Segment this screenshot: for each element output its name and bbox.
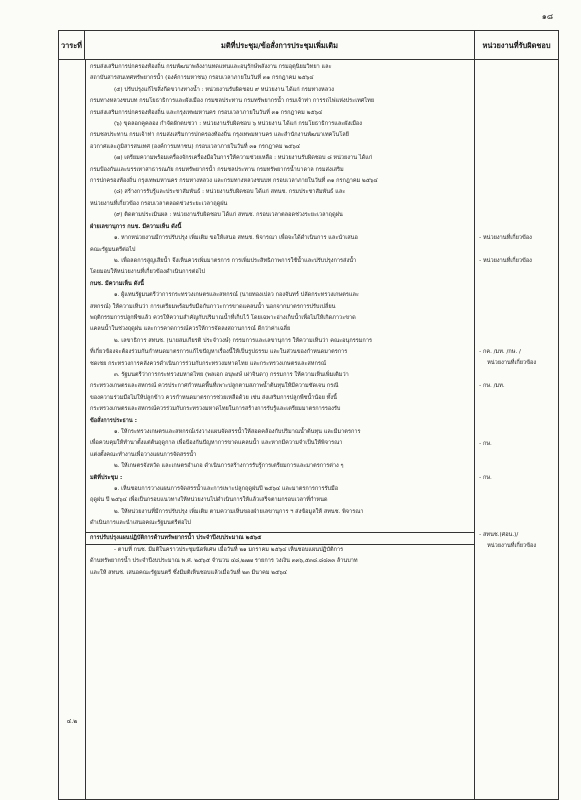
text-line: การปกครองท้องถิ่น กรุงเทพมหานคร กรมทางหลวง และกรมทางหลวงชนบท กรอบเวลาภายในวันที่ ๓๑ กรกฎาคม ๒๕๖๔ (89, 178, 378, 185)
agency-label: - หน่วยงานที่เกี่ยวข้อง (479, 258, 532, 264)
page-number: ๑๘ (541, 12, 553, 21)
col-agency-header: หน่วยงานที่รับผิดชอบ (482, 40, 551, 50)
text-line: ด้านทรัพยากรน้ำ ประจำปีงบประมาณ พ.ศ. ๒๕๖๕ จำนวน ๔๘,๒๗๗ รายการ วงเงิน ๓๓๖,๕๓๘.๘๔๓๓ ล้านบาท (89, 558, 358, 565)
text-line: ดำเนินการและนำเสนอคณะรัฐมนตรีต่อไป (89, 520, 191, 527)
text-line: (๙) ติดตามประเมินผล : หน่วยงานรับผิดชอบ ได้แก่ สทนช. กรอบเวลาตลอดช่วงระยะเวลาฤดูฝน (113, 212, 343, 219)
text-line: กรมส่งเสริมการปกครองท้องถิ่น และกรุงเทพมหานคร กรอบเวลาภายในวันที่ ๓๑ กรกฎาคม ๒๕๖๔ (89, 109, 323, 116)
agenda-column (59, 60, 86, 800)
text-line: ฤดูฝน ปี ๒๕๖๔ เพื่อเป็นกรอบแนวทางให้หน่วยงานไปดำเนินการให้แล้วเสร็จตามกรอบเวลาที่กำหนด (89, 497, 328, 504)
text-line: แคลนน้ำในช่วงฤดูฝน และการคาดการณ์ควรให้การจัดลงสถานการณ์ ดีกว่าค่าเฉลี่ย (89, 326, 291, 333)
text-line: คณะรัฐมนตรีต่อไป (89, 246, 136, 253)
table-body (59, 60, 558, 800)
agency-label: - สทนช.(ศอน.)/ (479, 532, 519, 538)
agency-label: หน่วยงานที่เกี่ยวข้อง (487, 360, 537, 366)
text-line: ๑. เห็นชอบการวางแผนการจัดสรรน้ำและการเพาะปลูกฤดูฝนปี ๒๕๖๔ และมาตรการการรับมือ (113, 486, 339, 493)
col-resolution-header: มติที่ประชุม/ข้อสั่งการประชุมเพิ่มเติม (85, 31, 475, 59)
text-line: กรมชลประทาน กรมเจ้าท่า กรมส่งเสริมการปกครองท้องถิ่น กรุงเทพมหานคร และสำนักงานพัฒนาเทคโนโลยี (89, 132, 349, 139)
text-line: (๖) ขุดลอกคูคลอง กำจัดผักตบชวา : หน่วยงานรับผิดชอบ ๖ หน่วยงาน ได้แก่ กรมโยธาธิการและผังเมือง (113, 121, 362, 128)
text-line: โดยมอบให้หน่วยงานที่เกี่ยวข้องดำเนินการต่อไป (89, 269, 206, 276)
text-line: ๑. ผู้แทนรัฐมนตรีว่าการกระทรวงเกษตรและสหกรณ์ (นายทองเปลว กองจันทร์ ปลัดกระทรวงเกษตรและ (113, 292, 359, 299)
agency-column (475, 60, 558, 800)
agency-label: - กษ. (479, 441, 492, 447)
agency-label: หน่วยงานที่เกี่ยวข้อง (487, 543, 537, 549)
text-line: ๒. ให้หน่วยงานที่มีการปรับปรุง เพิ่มเติม ตามความเห็นของฝ่ายเลขานุการ ฯ ส่งข้อมูลให้ สทนช. พิจารณา (113, 508, 364, 515)
text-line: ที่เกี่ยวข้องจะต้องร่วมกันกำหนดมาตรการแก้ไขปัญหาเรื่องนี้ให้เป็นรูปธรรม และในส่วนของกำหนดมาตรการ (89, 349, 348, 356)
text-line: ของความร่วมมือไม่ให้ปลูกข้าว ควรกำหนดมาตรการช่วยเหลือด้วย เช่น ส่งเสริมการปลูกพืชน้ำน้อย ทั้งนี้ (89, 394, 337, 401)
text-line: พฤติกรรมการปลูกพืชแล้ว ควรให้ความสำคัญกับปริมาณน้ำที่เก็บไว้ โดยเฉพาะอ่างเก็บน้ำเพื่อไม่ให้เกิดภาวะขาด (89, 314, 356, 321)
text-line: (๗) เตรียมความพร้อมเครื่องจักรเครื่องมือในการให้ความช่วยเหลือ : หน่วยงานรับผิดชอบ ๘ หน่วยงาน ได้แก่ (113, 155, 373, 162)
agency-label: - กษ. /มท. (479, 383, 505, 389)
text-line: กระทรวงเกษตรและสหกรณ์ควรร่วมกับกระทรวงมหาดไทยในการสร้างการรับรู้และเตรียมมาตรการรองรับ (89, 406, 341, 413)
resolution-table (58, 30, 559, 800)
text-line: และให้ สทนช. เสนอคณะรัฐมนตรี ซึ่งมีมติเห็นชอบแล้วเมื่อวันที่ ๒๓ มีนาคม ๒๕๖๔ (89, 569, 288, 576)
text-line: เพื่อควบคุมให้ทำนาตั้งแต่ต้นฤดูกาล เพื่อป้องกันปัญหาการขาดแคลนน้ำ และหากมีความจำเป็นให้พิจารณา (89, 440, 343, 447)
text-line: ๓. รัฐมนตรีว่าการกระทรวงมหาดไทย (พลเอก อนุพงษ์ เผ่าจินดา) กรรมการ ให้ความเห็นเพิ่มเติมว่า (113, 371, 349, 378)
text-line: หน่วยงานที่เกี่ยวข้อง กรอบเวลาตลอดช่วงระยะเวลาฤดูฝน (89, 200, 228, 207)
resolution-heading: มติที่ประชุม : (89, 474, 123, 481)
text-line: ๑. ให้กระทรวงเกษตรและสหกรณ์เร่งวางแผนจัดสรรน้ำให้สอดคล้องกับปริมาณน้ำต้นทุน และมีมาตรการ (113, 429, 361, 435)
text-line: สถาบันสารสนเทศทรัพยากรน้ำ (องค์การมหาชน) กรอบเวลาภายในวันที่ ๓๑ กรกฎาคม ๒๕๖๔ (89, 75, 314, 82)
text-line: ๒. เลขาธิการ สทนช. (นายสมเกียรติ ประจำวงษ์) กรรมการและเลขานุการ ให้ความเห็นว่า คณะอนุกรรมการ (113, 337, 372, 344)
col-agenda-header: วาระที่ (59, 31, 85, 59)
secretariat-heading: ฝ่ายเลขานุการ กนช. มีความเห็น ดังนี้ (89, 223, 182, 230)
text-line: ๒. เพื่อลดการสูญเสียน้ำ จึงเห็นควรเพิ่มมาตรการ การเพิ่มประสิทธิภาพการใช้น้ำและปรับปรุงการส่งน้ำ (113, 257, 357, 264)
text-line: กรมป้องกันและบรรเทาสาธารณภัย กรมทรัพยากรน้ำ กรมชลประทาน กรมทรัพยากรน้ำบาดาล กรมส่งเสริม (89, 166, 344, 173)
agency-label: - หน่วยงานที่เกี่ยวข้อง (479, 235, 532, 241)
text-line: กรมส่งเสริมการปกครองท้องถิ่น กรมพัฒนาพลังงานทดแทนและอนุรักษ์พลังงาน กรมอุตุนิยมวิทยา และ (89, 64, 332, 70)
committee-heading: กนช. มีความเห็น ดังนี้ (89, 280, 144, 287)
section-number: ๔.๒ (66, 718, 78, 725)
text-line: กระทรวงเกษตรและสหกรณ์ ควรประกาศกำหนดพื้นที่เพาะปลูกตามสภาพน้ำต้นทุนให้มีความชัดเจน กรณี (89, 383, 339, 390)
agency-label: - กค. /มท. /กษ. / (479, 349, 521, 355)
text-line: ชดเชย กระทรวงการคลังควรดำเนินการร่วมกับกระทรวงมหาดไทย และกระทรวงเกษตรและสหกรณ์ (89, 360, 327, 367)
text-line: สหกรณ์) ให้ความเห็นว่า การเตรียมพร้อมรับมือกับภาวะการขาดแคลนน้ำ นอกจากมาตรการปรับเปลี่ยน (89, 303, 336, 310)
table-header (59, 31, 558, 60)
text-line: ๒. ให้เกษตรจังหวัด และเกษตรอำเภอ ดำเนินการสร้างการรับรู้การเตรียมการและมาตรการต่าง ๆ (113, 463, 344, 470)
text-line: อวกาศและภูมิสารสนเทศ (องค์การมหาชน) กรอบเวลาภายในวันที่ ๓๑ กรกฎาคม ๒๕๖๔ (89, 143, 301, 150)
text-line: (๕) ปรับปรุงแก้ไขสิ่งกีดขวางทางน้ำ : หน่วยงานรับผิดชอบ ๙ หน่วยงาน ได้แก่ กรมทางหลวง (113, 86, 335, 93)
text-line: (๘) สร้างการรับรู้และประชาสัมพันธ์ : หน่วยงานรับผิดชอบ ได้แก่ สทนช. กรมประชาสัมพันธ์ และ (113, 189, 346, 196)
agency-label: - กษ. (479, 475, 492, 481)
text-line: กรมทางหลวงชนบท กรมโยธาธิการและผังเมือง กรมชลประทาน กรมทรัพยากรน้ำ กรมเจ้าท่า การรถไฟแห่งประเทศไทย (89, 98, 375, 105)
text-line: แต่งตั้งคณะทำงานเพื่อวางแผนการจัดสรรน้ำ (89, 451, 197, 458)
section-title: การปรับปรุงแผนปฏิบัติการด้านทรัพยากรน้ำ ประจำปีงบประมาณ ๒๕๖๕ (89, 534, 262, 541)
chair-order-heading: ข้อสั่งการประธาน : (89, 417, 137, 424)
text-line: - ตามที่ กนช. มีมติในคราวประชุมนัดพิเศษ เมื่อวันที่ ๒๑ มกราคม ๒๕๖๔ เห็นชอบแผนปฏิบัติการ (113, 547, 344, 554)
text-line: ๑. หากหน่วยงานมีการปรับปรุง เพิ่มเติม ขอให้เสนอ สทนช. พิจารณา เพื่อจะได้ดำเนินการ และนำเสนอ (113, 235, 358, 242)
resolution-column (86, 60, 475, 800)
